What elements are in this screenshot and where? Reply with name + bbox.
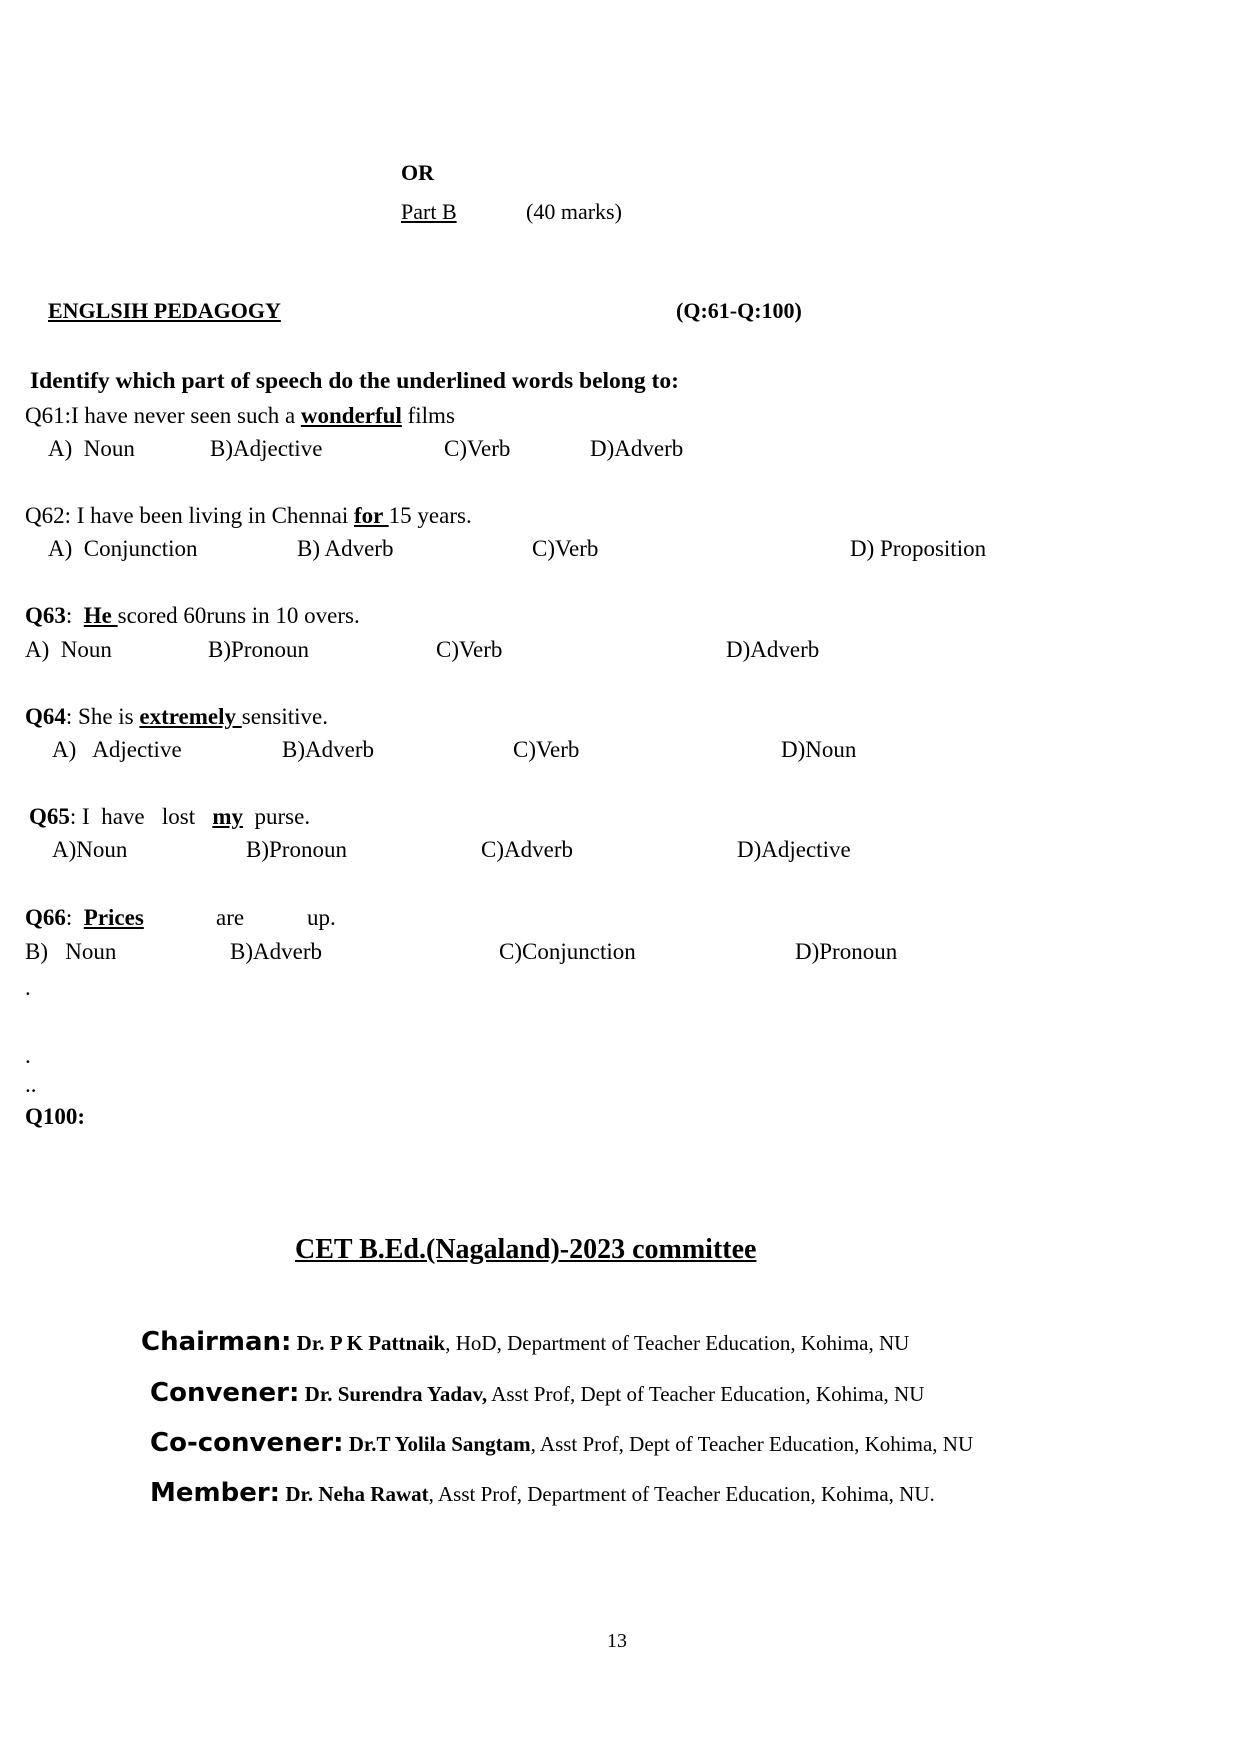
underlined-word: my [212,804,244,829]
question-q66-word: are [216,905,245,930]
instruction: Identify which part of speech do the underlined words belong to: [30,368,679,394]
member-name: Dr.T Yolila Sangtam [343,1432,531,1456]
ellipsis-dot: . [25,1043,31,1068]
question-q64: Q64: She is extremely sensitive. [25,704,329,729]
ellipsis-dot: . [25,975,31,1000]
option-d: D)Adverb [726,637,820,662]
option-c: C)Verb [444,436,511,461]
option-d: D)Noun [781,737,857,762]
last-question: Q100: [25,1104,86,1129]
question-label: Q63 [25,603,66,628]
question-label: Q65 [29,804,70,829]
option-c: C)Conjunction [499,939,636,964]
question-label: Q62 [25,503,65,528]
option-b: B)Pronoun [246,837,347,862]
option-b: B)Adjective [210,436,323,461]
option-a: A) Noun [25,637,112,662]
option-c: C)Verb [436,637,503,662]
member-name: Dr. Neha Rawat [280,1482,429,1506]
committee-title: CET B.Ed.(Nagaland)-2023 committee [295,1234,757,1265]
question-q61: Q61:I have never seen such a wonderful films [25,403,455,428]
member-detail: Asst Prof, Dept of Teacher Education, Kohima, NU [487,1382,925,1406]
question-q62: Q62: I have been living in Chennai for 15 years. [25,503,472,528]
committee-member [150,1478,935,1508]
option-c: C)Verb [532,536,599,561]
role-label: Convener: [150,1378,300,1408]
part-label: Part B [401,199,457,224]
question-q65: Q65: I have lost my purse. [29,804,311,829]
option-d: D)Adjective [737,837,851,862]
question-q66-word: up. [307,905,336,930]
underlined-word: He [83,603,118,628]
question-label: Q66 [25,905,66,930]
page-number: 13 [607,1630,627,1652]
member-name: Dr. Surendra Yadav, [299,1382,488,1406]
question-q63: Q63: He scored 60runs in 10 overs. [25,603,360,628]
option-d: D)Adverb [590,436,684,461]
committee-co-convener [150,1428,973,1458]
question-label: Q61 [25,403,65,428]
question-label: Q64 [25,704,66,729]
role-label: Co-convener: [150,1428,344,1458]
role-label: Member: [150,1478,281,1508]
committee-convener [150,1378,924,1408]
option-d: D) Proposition [850,536,987,561]
option-a: A) Adjective [52,737,182,762]
option-a: A) Noun [48,436,135,461]
underlined-word: for [353,503,389,528]
option-b: B)Adverb [282,737,374,762]
role-label: Chairman: [141,1327,292,1357]
option-c: C)Adverb [481,837,573,862]
underlined-word: extremely [139,704,242,729]
underlined-word: wonderful [300,403,402,428]
option-a: B) Noun [25,939,117,964]
option-c: C)Verb [513,737,580,762]
option-a: A)Noun [52,837,128,862]
member-name: Dr. P K Pattnaik [291,1331,446,1355]
option-d: D)Pronoun [795,939,898,964]
option-b: B)Pronoun [208,637,309,662]
member-detail: , Asst Prof, Dept of Teacher Education, Kohima, NU [530,1432,974,1456]
marks-label: (40 marks) [526,199,622,224]
member-detail: , HoD, Department of Teacher Education, Kohima, NU [445,1331,910,1355]
question-q66: Q66: Prices [25,905,144,930]
option-b: B)Adverb [230,939,322,964]
question-range: (Q:61-Q:100) [676,298,802,323]
or-label: OR [401,160,434,185]
option-b: B) Adverb [297,536,394,561]
committee-chairman [141,1327,909,1357]
option-a: A) Conjunction [48,536,198,561]
member-detail: , Asst Prof, Department of Teacher Education, Kohima, NU. [428,1482,935,1506]
section-title: ENGLSIH PEDAGOGY [48,298,281,323]
underlined-word: Prices [83,905,144,930]
ellipsis-dot: .. [25,1072,37,1097]
